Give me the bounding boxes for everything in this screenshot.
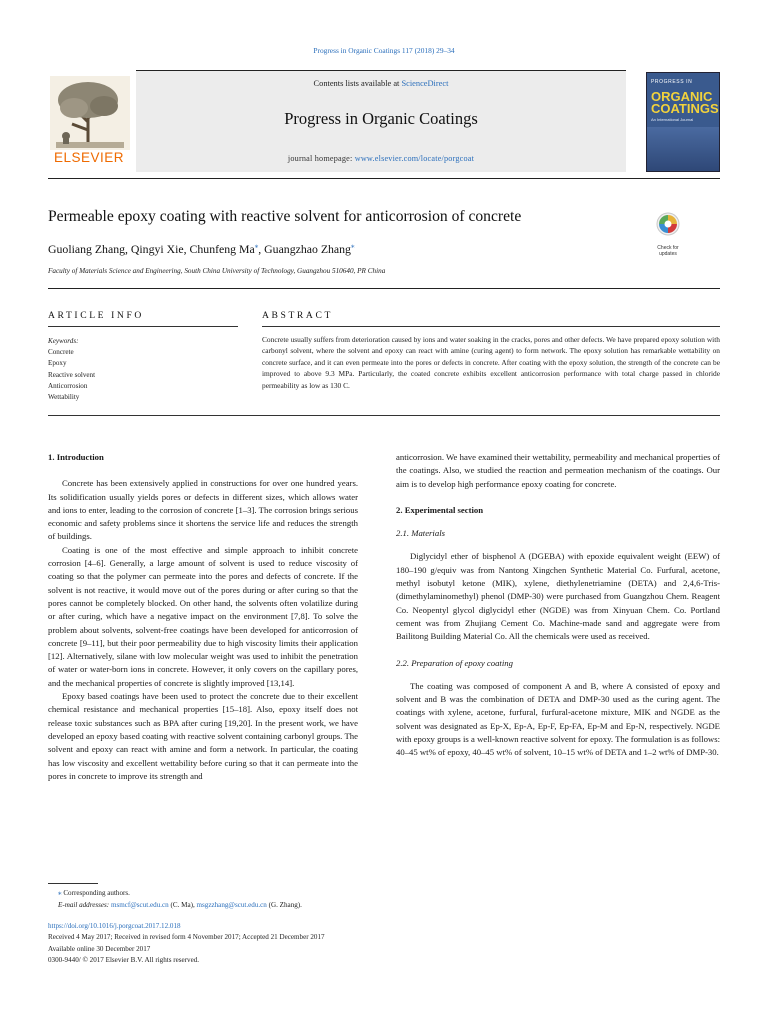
subsection-heading-materials: 2.1. Materials [396, 528, 445, 539]
check-for-updates-button[interactable] [648, 210, 688, 257]
sciencedirect-link[interactable]: ScienceDirect [401, 79, 449, 88]
doi-link[interactable]: https://doi.org/10.1016/j.porgcoat.2017.12.018 [48, 922, 181, 930]
paragraph: Coating is one of the most effective and simple approach to inhibit concrete corrosion [4–6]. Generally, a large amount of solvent is used to reduce viscosity of coating so that the polymer can permeate into the pores and defects of concrete. If the solvent is not reactive, it would move out of the pores during or after curing so that the pores cannot be completely blocked. On other hand, the solvents often volatilize during or after curing, which have a negative impact on the environment [7,8]. To solve the problem about solvents, solvent-free coatings have been developed for anticorrosion of concrete [9–11], but their poor permeability due to high viscosity limits their application [12]. Alternatively, silane with low molecular weight was used to inhibit the penetration of water or water-born ions in concrete. However, it only covers on the capillary pores, and the mechanical properties of concrete is slightly improved [13,14]. [48, 544, 358, 688]
keyword-item: Anticorrosion [48, 381, 88, 390]
cover-subtitle: An International Journal [651, 117, 694, 122]
abstract-rule [262, 326, 720, 327]
author-list: Guoliang Zhang, Qingyi Xie, Chunfeng Ma⁎, Guangzhao Zhang⁎ [48, 242, 355, 256]
elsevier-wordmark: ELSEVIER [53, 150, 125, 165]
copyright: 0300-9440/ © 2017 Elsevier B.V. All rights reserved. [48, 956, 200, 965]
abstract-heading: ABSTRACT [262, 310, 333, 321]
affiliation: Faculty of Materials Science and Engineering, South China University of Technology, Guangzhou 510640, PR China [48, 267, 386, 275]
masthead-box [136, 70, 626, 172]
received-dates: Received 4 May 2017; Received in revised form 4 November 2017; Accepted 21 December 2017 [48, 933, 325, 942]
corresponding-note: ⁎ Corresponding authors. [58, 889, 130, 897]
subsection-heading-preparation: 2.2. Preparation of epoxy coating [396, 657, 513, 668]
keyword-item: Concrete [48, 348, 74, 357]
check-updates-icon [648, 210, 688, 240]
paragraph: Epoxy based coatings have been used to protect the concrete due to their excellent chemical resistance and mechanical properties [15–18]. Also, epoxy itself does not release toxic substances such as BPA after curing [19,20]. In the present work, we have developed an epoxy based coating with reactive solvent containing carbonyl groups. The solvent and epoxy can react with amine and form a network. In particular, the coating has low viscosity and excellent wettability before curing so that it can permeate into the pores in concrete to improve its strength and [48, 691, 358, 781]
check-updates-label: Check for updates [657, 245, 679, 257]
body-column-right [396, 451, 720, 760]
paragraph: The coating was composed of component A and B, where A consisted of epoxy and solvent and B was the combination of DETA and DMP-30 used as the curing agent. The coatings with xylene, acetone, furfural, furfural-acetone mixture, MIK and NGDE as the solvent was designated as Ep-X, Ep-A, Ep-F, Ep-FA, Ep-M and Ep-N, respectively. NGDE with epoxy groups is a well-known reactive solvent for epoxy. The formulation is as follows: 40–45 wt% of epoxy, 40–45 wt% of solvent, 10–15 wt% of DETA and 1–2 wt% of DMP-30. [396, 680, 720, 758]
keyword-item: Wettability [48, 393, 80, 402]
email-link[interactable]: msmcf@scut.edu.cn [110, 900, 169, 909]
journal-masthead [48, 68, 720, 174]
paragraph: anticorrosion. We have examined their wettability, permeability and mechanical properties of the coatings. Also, we studied the reaction and permeation mechanism of the coatings. Our aim is to develop high performance epoxy coating for concrete. [396, 452, 720, 489]
email-link[interactable]: msgzzhang@scut.edu.cn [196, 900, 267, 909]
keywords-label: Keywords: [48, 337, 79, 345]
article-title: Permeable epoxy coating with reactive solvent for anticorrosion of concrete [48, 208, 522, 225]
paragraph: Diglycidyl ether of bisphenol A (DGEBA) with epoxide equivalent weight (EEW) of 180–190 g/equiv was from Nantong Xingchen Synthetic Material Co. Furfural, acetone, methyl isobutyl ketone (MIK), xylene, diethylenetriamine (DETA) and 2,4,6-Tris-(dimethylaminomethyl) phenol (DMP-30) were purchased from Guangzhou Chem. Reagent Co. Neopentyl glycol diglycidyl ether (NGDE) was from Xinyuan Chem. Co. Portland cement was from Zhujiang Cement Co. Machine-made sand and aggregate were from Bailitong Building Material Co. All the chemicals were used as received. [396, 551, 720, 642]
contents-line: Contents lists available at ScienceDirect [313, 79, 449, 88]
journal-title: Progress in Organic Coatings [284, 109, 478, 128]
journal-cover-image [646, 72, 720, 172]
email-line: E-mail addresses: msmcf@scut.edu.cn (C. Ma), msgzzhang@scut.edu.cn (G. Zhang). [58, 900, 302, 909]
footnote [48, 888, 548, 911]
article-info-rule [48, 326, 238, 327]
keyword-item: Epoxy [48, 359, 67, 368]
journal-reference-link[interactable]: Progress in Organic Coatings 117 (2018) 29–34 [313, 46, 455, 55]
body-column-left [48, 451, 358, 783]
homepage-line: journal homepage: www.elsevier.com/locate/porgcoat [287, 154, 475, 163]
abstract-bottom-rule [48, 415, 720, 416]
corresponding-marker[interactable]: ⁎ [254, 242, 259, 251]
section-heading-introduction: 1. Introduction [48, 452, 104, 462]
cover-title: ORGANIC COATINGS [651, 89, 719, 116]
abstract-text: Concrete usually suffers from deterioration caused by ions and water soaking in the cracks, pores and other defects. We have prepared epoxy solution with carbonyl solvent, where the solvent and epoxy can react with amine (curing agent) to form network. The epoxy solution has remarkable wettability on concrete surface, and it can even permeate into the pores or defects in concrete. After coating with the epoxy solution, the strength of the concrete can be improved to above 9.3 MPa. Particularly, the coated concrete exhibits excellent anticorrosion performance with total charge passed in chloride permeability as low as 130 C. [262, 335, 720, 390]
keywords-list [48, 336, 238, 403]
publication-footer [48, 921, 548, 967]
article-info-heading: ARTICLE INFO [48, 310, 144, 321]
keyword-item: Reactive solvent [48, 370, 96, 379]
paragraph: Concrete has been extensively applied in constructions for over one hundred years. Its solidification usually yields pores or defects in different sizes, which allows water and ions to enter, leading to the corrosion of concrete [1–3]. The corrosion brings serious economic and safety problems since it shortens the service life and reduces the strength of buildings. [48, 478, 358, 542]
homepage-link[interactable]: www.elsevier.com/locate/porgcoat [354, 154, 475, 163]
corresponding-marker[interactable]: ⁎ [350, 242, 355, 251]
footnote-rule [48, 883, 98, 884]
masthead-rule [48, 178, 720, 179]
cover-artwork [647, 127, 719, 172]
cover-top-text: PROGRESS IN [651, 79, 693, 85]
header-rule [48, 288, 720, 289]
online-date: Available online 30 December 2017 [48, 944, 151, 953]
section-heading-experimental: 2. Experimental section [396, 504, 484, 515]
